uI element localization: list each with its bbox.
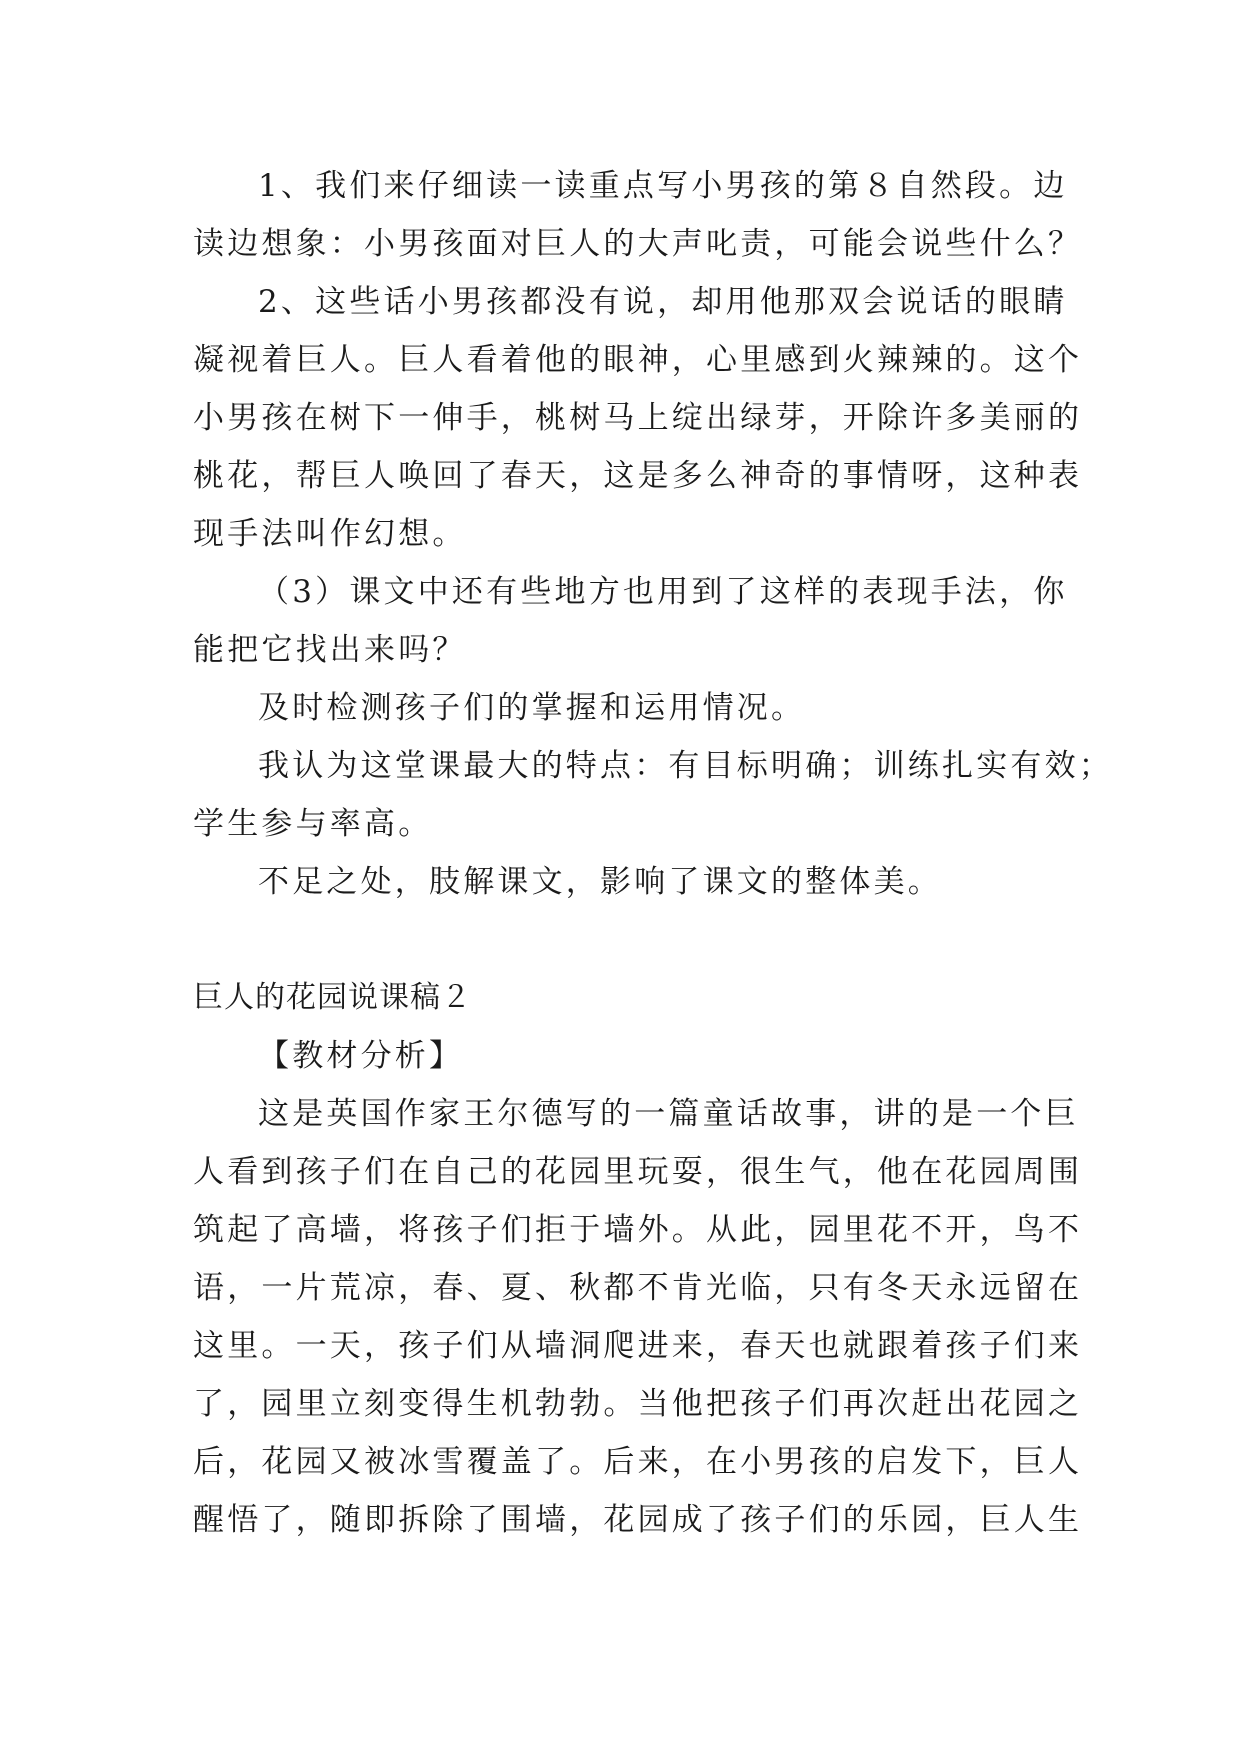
- paragraph-line: 筑起了高墙，将孩子们拒于墙外。从此，园里花不开，鸟不: [193, 1212, 1083, 1248]
- section-title: 巨人的花园说课稿２: [193, 980, 472, 1015]
- paragraph-line: 桃花，帮巨人唤回了春天，这是多么神奇的事情呀，这种表: [193, 458, 1083, 494]
- paragraph-line: 凝视着巨人。巨人看着他的眼神，心里感到火辣辣的。这个: [193, 342, 1083, 378]
- paragraph-line: 醒悟了，随即拆除了围墙，花园成了孩子们的乐园，巨人生: [193, 1502, 1083, 1538]
- paragraph-line: 小男孩在树下一伸手，桃树马上绽出绿芽，开除许多美丽的: [193, 400, 1083, 436]
- paragraph-line: 1、我们来仔细读一读重点写小男孩的第８自然段。边: [258, 168, 1068, 204]
- paragraph-line: 这里。一天，孩子们从墙洞爬进来，春天也就跟着孩子们来: [193, 1328, 1083, 1364]
- paragraph-line: 了，园里立刻变得生机勃勃。当他把孩子们再次赶出花园之: [193, 1386, 1083, 1422]
- paragraph-line: 不足之处，肢解课文，影响了课文的整体美。: [258, 864, 942, 900]
- paragraph-line: 这是英国作家王尔德写的一篇童话故事，讲的是一个巨: [258, 1096, 1079, 1132]
- paragraph-line: 后，花园又被冰雪覆盖了。后来，在小男孩的启发下，巨人: [193, 1444, 1083, 1480]
- paragraph-line: 2、这些话小男孩都没有说，却用他那双会说话的眼睛: [258, 284, 1068, 320]
- paragraph-line: 读边想象：小男孩面对巨人的大声叱责，可能会说些什么？: [193, 226, 1083, 262]
- section-heading: 【教材分析】: [258, 1038, 464, 1074]
- paragraph-line: 我认为这堂课最大的特点：有目标明确；训练扎实有效；: [258, 748, 1113, 784]
- paragraph-line: 人看到孩子们在自己的花园里玩耍，很生气，他在花园周围: [193, 1154, 1083, 1190]
- paragraph-line: 现手法叫作幻想。: [193, 516, 467, 552]
- paragraph-line: （3）课文中还有些地方也用到了这样的表现手法，你: [258, 574, 1068, 610]
- paragraph-line: 及时检测孩子们的掌握和运用情况。: [258, 690, 806, 726]
- paragraph-line: 能把它找出来吗？: [193, 632, 467, 668]
- paragraph-line: 语，一片荒凉，春、夏、秋都不肯光临，只有冬天永远留在: [193, 1270, 1083, 1306]
- paragraph-line: 学生参与率高。: [193, 806, 433, 842]
